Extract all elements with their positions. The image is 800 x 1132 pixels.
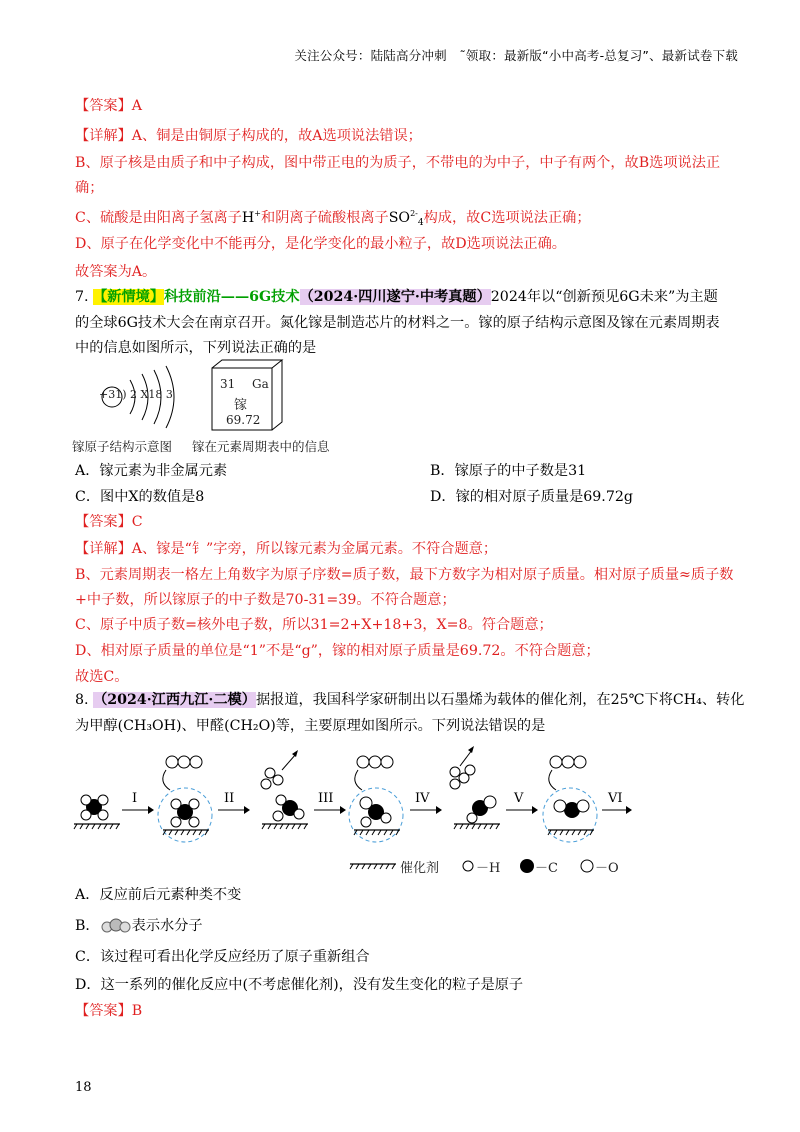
cell-mass: 69.72 bbox=[226, 413, 261, 427]
q8-option-a: A．反应前后元素种类不变 bbox=[75, 887, 242, 903]
q7-detail-1: 【详解】A、镓是“钅”字旁，所以镓元素为金属元素。不符合题意； bbox=[75, 541, 498, 557]
q7-stem-line-2: 的全球6G技术大会在南京召开。氮化镓是制造芯片的材料之一。镓的原子结构示意图及镓在元素周期表 bbox=[75, 315, 720, 331]
q7-option-row-2: C．图中X的数值是8 D．镓的相对原子质量是69.72g bbox=[75, 489, 633, 505]
cell-name: 镓 bbox=[234, 398, 248, 413]
svg-text:VI: VI bbox=[608, 791, 623, 806]
topic-tag: 科技前沿——6G技术 bbox=[164, 289, 300, 305]
atom-label: +31) 2 X18 3 bbox=[99, 388, 173, 401]
q7-option-row-1: A．镓元素为非金属元素 B．镓原子的中子数是31 bbox=[75, 463, 587, 479]
page-header: 关注公众号：陆陆高分冲刺 ˜领取：最新版“小中高考-总复习”、最新试卷下载 bbox=[294, 48, 738, 63]
q7-answer: 【答案】C bbox=[75, 514, 143, 530]
cell-symbol: Ga bbox=[252, 377, 269, 391]
q8-option-b: B． 表示水分子 bbox=[75, 918, 203, 934]
svg-text:II: II bbox=[224, 791, 235, 806]
svg-text:III: III bbox=[318, 791, 334, 806]
q7-detail-5: D、相对原子质量的单位是“1”不是“g”，镓的相对原子质量是69.72。不符合题意； bbox=[75, 643, 600, 659]
detail-line-2: B、原子核是由质子和中子构成，图中带正电的为质子，不带电的为中子，中子有两个，故B选项说法正 bbox=[75, 155, 721, 171]
q7-detail-4: C、原子中质子数=核外电子数，所以31=2+X+18+3，X=8。符合题意； bbox=[75, 617, 553, 633]
q8-option-c: C．该过程可看出化学反应经历了原子重新组合 bbox=[75, 949, 370, 965]
detail-line-6: 故答案为A。 bbox=[75, 264, 157, 280]
new-situation-tag: 【新情境】 bbox=[93, 289, 165, 305]
cell-caption: 镓在元素周期表中的信息 bbox=[192, 439, 330, 454]
legend-o: －O bbox=[595, 861, 619, 876]
q7-detail-2: B、元素周期表一格左上角数字为原子序数=质子数，最下方数字为相对原子质量。相对原子质量≈质子数 bbox=[75, 567, 734, 583]
detail-line-5: D、原子在化学变化中不能再分，是化学变化的最小粒子，故D选项说法正确。 bbox=[75, 236, 566, 252]
svg-text:IV: IV bbox=[415, 791, 430, 806]
svg-text:V: V bbox=[514, 791, 524, 806]
q7-detail-3: +中子数，所以镓原子的中子数是70-31=39。不符合题意； bbox=[75, 592, 456, 608]
legend-h: －H bbox=[476, 861, 501, 876]
svg-text:I: I bbox=[132, 791, 138, 806]
detail-line-4: C、硫酸是由阳离子氢离子H+和阴离子硫酸根离子$SO^{2-}_4$构成，故C选项说法正确； bbox=[75, 209, 591, 228]
q8-option-d: D．这一系列的催化反应中(不考虑催化剂)，没有发生变化的粒子是原子 bbox=[75, 977, 524, 993]
answer-line: 【答案】A bbox=[75, 98, 143, 114]
q8-answer: 【答案】B bbox=[75, 1003, 143, 1019]
atom-caption: 镓原子结构示意图 bbox=[72, 439, 173, 454]
q7-stem-line-3: 中的信息如图所示，下列说法正确的是 bbox=[75, 340, 317, 356]
water-molecule-icon bbox=[100, 918, 132, 934]
q8-stem-line-1: 8. （2024·江西九江·二模）据报道，我国科学家研制出以石墨烯为载体的催化剂，在25℃下将CH₄、转化 bbox=[75, 692, 745, 708]
legend-c: －C bbox=[535, 861, 558, 876]
q7-stem-line-1: 7. 【新情境】科技前沿——6G技术（2024·四川遂宁·中考真题）2024年以“创新预见6G未来”为主题 bbox=[75, 289, 718, 305]
source-tag: （2024·四川遂宁·中考真题） bbox=[299, 289, 491, 305]
detail-line-3: 确； bbox=[75, 180, 104, 196]
detail-line-1: 【详解】A、铜是由铜原子构成的，故A选项说法错误； bbox=[75, 128, 422, 144]
q7-detail-6: 故选C。 bbox=[75, 669, 129, 685]
legend-catalyst: 催化剂 bbox=[400, 861, 440, 876]
page-number: 18 bbox=[75, 1080, 92, 1095]
cell-atomic-number: 31 bbox=[220, 377, 236, 391]
q8-stem-line-2: 为甲醇(CH₃OH)、甲醛(CH₂O)等，主要原理如图所示。下列说法错误的是 bbox=[75, 718, 546, 734]
